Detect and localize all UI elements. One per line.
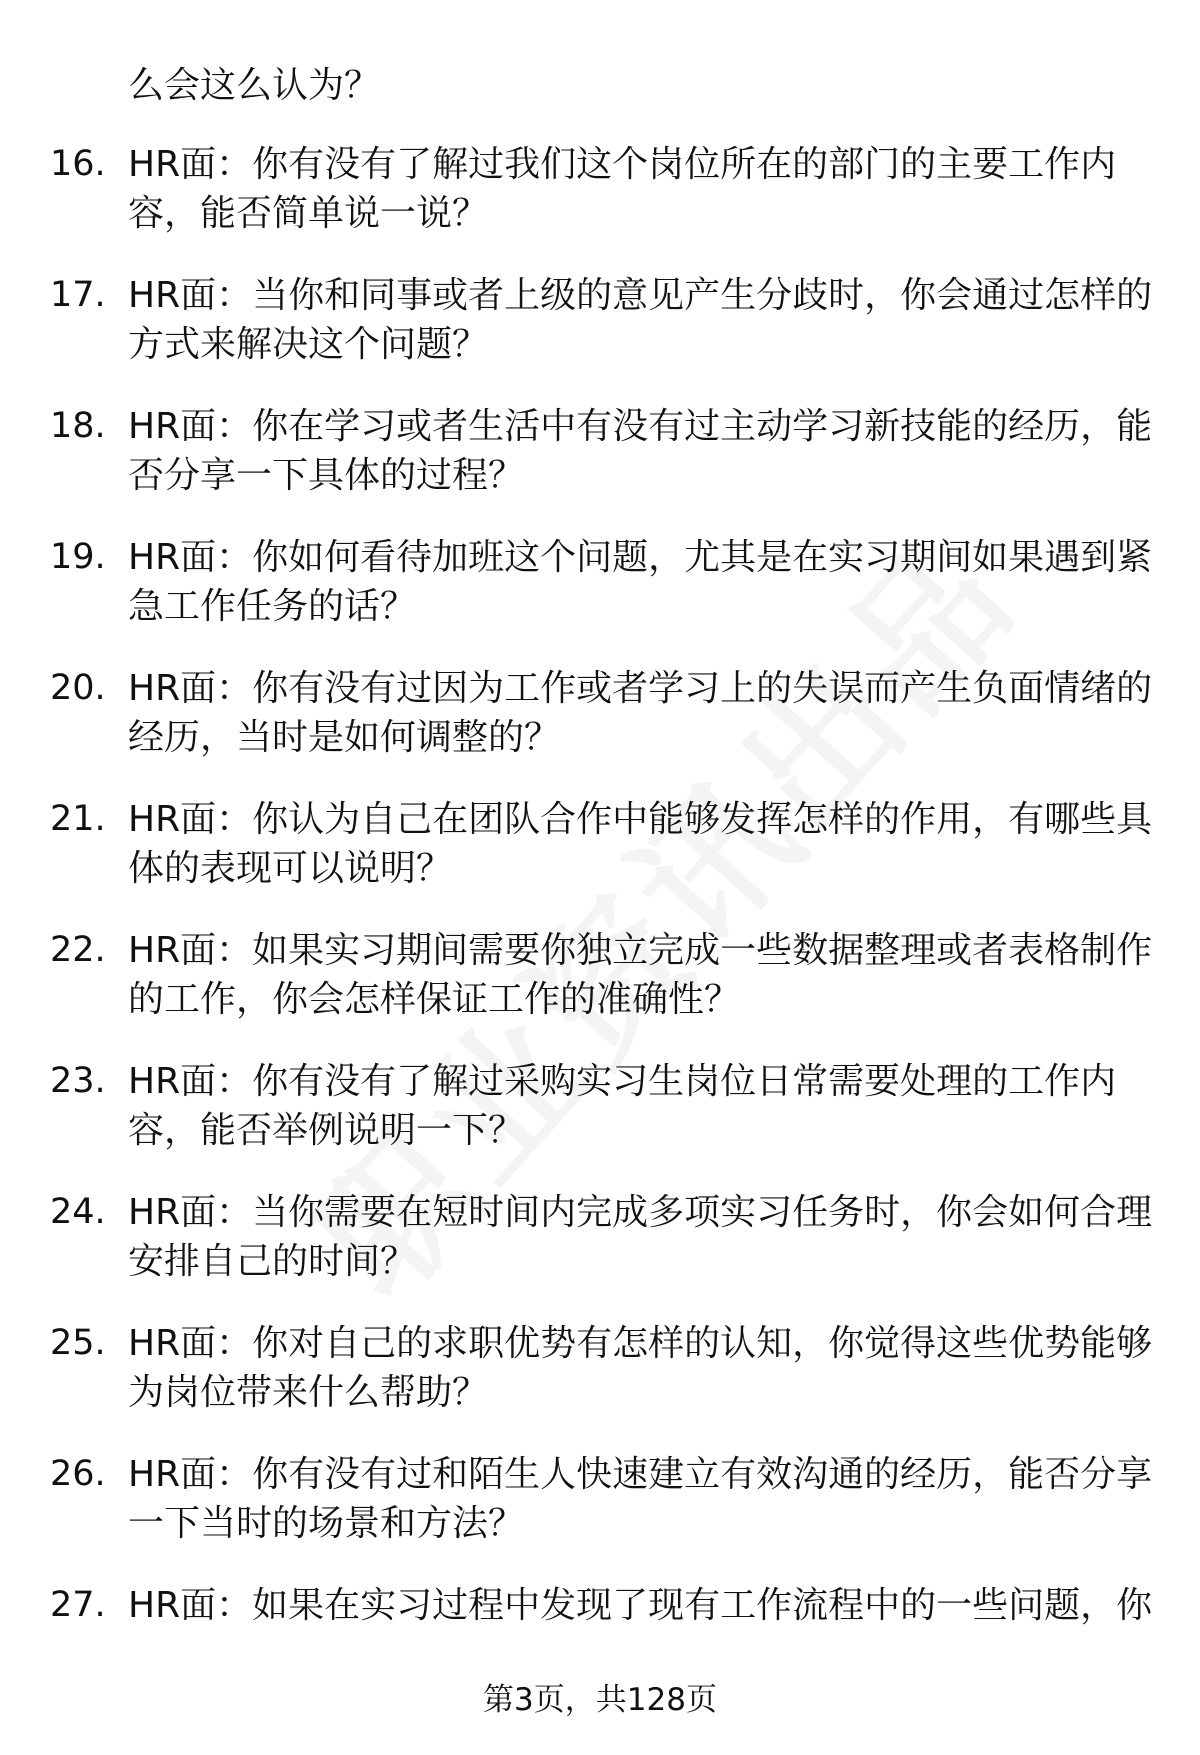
question-text — [128, 795, 1158, 893]
question-text — [128, 1188, 1158, 1286]
question-text — [128, 1319, 1158, 1417]
question-text-line: HR面：你有没有过因为工作或者学习上的失误而产生负面情绪的 — [128, 668, 1153, 709]
question-number: 25. — [50, 1323, 106, 1363]
question-text-line: HR面：当你需要在短时间内完成多项实习任务时，你会如何合理 — [128, 1192, 1153, 1233]
question-number: 24. — [50, 1192, 106, 1232]
question-item — [0, 1188, 1200, 1319]
question-number: 22. — [50, 930, 106, 970]
question-text-line: HR面：你有没有过和陌生人快速建立有效沟通的经历，能否分享 — [128, 1454, 1153, 1495]
question-text-line: HR面：如果在实习过程中发现了现有工作流程中的一些问题，你 — [128, 1585, 1153, 1626]
question-text — [128, 926, 1158, 1024]
question-text-line: 为岗位带来什么帮助？ — [128, 1372, 489, 1413]
question-number: 21. — [50, 799, 106, 839]
question-item — [0, 402, 1200, 533]
question-number: 26. — [50, 1454, 106, 1494]
question-text-line: HR面：如果实习期间需要你独立完成一些数据整理或者表格制作 — [128, 930, 1153, 971]
question-text-line: HR面：你有没有了解过采购实习生岗位日常需要处理的工作内 — [128, 1061, 1117, 1102]
question-list — [0, 140, 1200, 1712]
question-number: 17. — [50, 275, 106, 315]
question-text — [128, 1450, 1158, 1548]
question-text — [128, 1581, 1158, 1630]
question-text-line: HR面：你对自己的求职优势有怎样的认知，你觉得这些优势能够 — [128, 1323, 1153, 1364]
question-text-line: HR面：你有没有了解过我们这个岗位所在的部门的主要工作内 — [128, 144, 1117, 185]
question-number: 16. — [50, 144, 106, 184]
question-item — [0, 533, 1200, 664]
question-item — [0, 795, 1200, 926]
question-text-line: 安排自己的时间？ — [128, 1241, 417, 1282]
question-number: 20. — [50, 668, 106, 708]
question-text-line: HR面：你在学习或者生活中有没有过主动学习新技能的经历，能 — [128, 406, 1153, 447]
question-item — [0, 271, 1200, 402]
question-text-line: 容，能否举例说明一下？ — [128, 1110, 525, 1151]
question-text-line: 一下当时的场景和方法？ — [128, 1503, 525, 1544]
question-text — [128, 664, 1158, 762]
question-number: 27. — [50, 1585, 106, 1625]
question-text — [128, 140, 1158, 238]
question-item — [0, 1450, 1200, 1581]
question-item — [0, 664, 1200, 795]
question-item — [0, 926, 1200, 1057]
question-text-line: HR面：当你和同事或者上级的意见产生分歧时，你会通过怎样的 — [128, 275, 1153, 316]
question-item — [0, 1319, 1200, 1450]
question-number: 19. — [50, 537, 106, 577]
question-text-line: HR面：你如何看待加班这个问题，尤其是在实习期间如果遇到紧 — [128, 537, 1153, 578]
question-text-line: 否分享一下具体的过程？ — [128, 455, 525, 496]
question-text — [128, 402, 1158, 500]
question-text-line: 经历，当时是如何调整的？ — [128, 717, 561, 758]
question-item — [0, 140, 1200, 271]
question-text-line: 容，能否简单说一说？ — [128, 193, 489, 234]
question-text — [128, 1057, 1158, 1155]
question-text-line: HR面：你认为自己在团队合作中能够发挥怎样的作用，有哪些具 — [128, 799, 1153, 840]
question-item — [0, 1057, 1200, 1188]
question-number: 23. — [50, 1061, 106, 1101]
question-text — [128, 533, 1158, 631]
question-text-line: 体的表现可以说明？ — [128, 848, 453, 889]
question-text-line: 急工作任务的话？ — [128, 586, 417, 627]
question-number: 18. — [50, 406, 106, 446]
question-text-line: 的工作，你会怎样保证工作的准确性？ — [128, 979, 741, 1020]
page-indicator: 第3页，共128页 — [483, 1682, 717, 1718]
question-text-line: 方式来解决这个问题？ — [128, 324, 489, 365]
question-text — [128, 271, 1158, 369]
continuation-line: 么会这么认为？ — [128, 65, 381, 106]
